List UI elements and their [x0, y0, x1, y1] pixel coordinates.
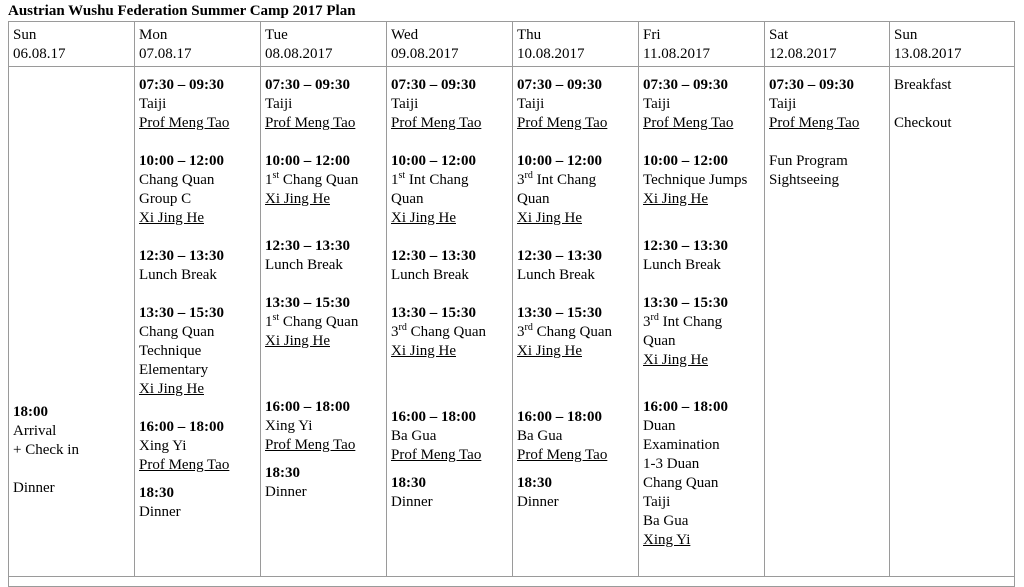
- day-date: 12.08.2017: [769, 46, 837, 62]
- session-time: 12:30 – 13:30: [643, 238, 728, 254]
- session-title: Dinner: [265, 484, 307, 500]
- day-date: 13.08.2017: [894, 46, 962, 62]
- day-column-sun: [9, 67, 135, 577]
- checkout-text: Checkout: [894, 115, 952, 131]
- session-detail: Taiji: [643, 494, 671, 510]
- session-time: 12:30 – 13:30: [391, 248, 476, 264]
- session-time: 16:00 – 18:00: [265, 399, 350, 415]
- session-block: [139, 418, 260, 475]
- breakfast-text: Breakfast: [894, 77, 952, 93]
- session-block: [139, 247, 260, 285]
- session-block: [769, 76, 889, 133]
- session-time: 07:30 – 09:30: [643, 77, 728, 93]
- day-date: 10.08.2017: [517, 46, 585, 62]
- session-title: Taiji: [643, 96, 671, 112]
- day-header-fri: [639, 22, 765, 67]
- day-column-mon: [135, 67, 261, 577]
- session-title: Taiji: [265, 96, 293, 112]
- session-title: Lunch Break: [517, 267, 595, 283]
- day-header-sun: [9, 22, 135, 67]
- session-time: 13:30 – 15:30: [139, 305, 224, 321]
- session-instructor: Prof Meng Tao: [265, 437, 356, 453]
- session-instructor: Xi Jing He: [643, 352, 708, 368]
- session-instructor: Xi Jing He: [517, 343, 582, 359]
- session-detail: Quan: [643, 333, 676, 349]
- session-instructor: Prof Meng Tao: [769, 115, 860, 131]
- session-title: Taiji: [139, 96, 167, 112]
- session-block: [139, 304, 260, 399]
- session-block: [265, 76, 386, 133]
- day-name: Thu: [517, 27, 542, 43]
- session-instructor: Prof Meng Tao: [391, 447, 482, 463]
- session-time: 12:30 – 13:30: [517, 248, 602, 264]
- session-title: Lunch Break: [265, 257, 343, 273]
- session-title: Ba Gua: [517, 428, 563, 444]
- session-detail: Quan: [391, 191, 424, 207]
- day-name: Sat: [769, 27, 789, 43]
- day-column-wed: [387, 67, 513, 577]
- arrival-text: Arrival: [13, 423, 57, 439]
- empty-row: [9, 577, 1015, 587]
- session-block: [517, 304, 638, 361]
- schedule-table: [8, 21, 1015, 587]
- session-block: [517, 152, 638, 228]
- session-title: 3rd Int Chang: [643, 312, 723, 330]
- session-detail: Elementary: [139, 362, 209, 378]
- session-detail: Chang Quan: [643, 475, 719, 491]
- session-block: [265, 294, 386, 351]
- session-block: [391, 76, 512, 133]
- session-block: [265, 237, 386, 275]
- session-time: 18:30: [517, 475, 552, 491]
- session-title: Dinner: [139, 504, 181, 520]
- session-title: 3rd Int Chang: [517, 170, 597, 188]
- day-header-sat: [765, 22, 890, 67]
- session-title: Dinner: [391, 494, 433, 510]
- session-detail: Technique: [139, 343, 202, 359]
- session-instructor: Xi Jing He: [391, 343, 456, 359]
- session-detail: Quan: [517, 191, 550, 207]
- session-title: 1st Chang Quan: [265, 312, 359, 330]
- session-block: [391, 152, 512, 228]
- session-instructor: Xi Jing He: [265, 333, 330, 349]
- session-time: 18:00: [13, 404, 48, 420]
- session-detail: Sightseeing: [769, 172, 839, 188]
- session-time: 18:30: [139, 485, 174, 501]
- session-block: [643, 237, 764, 275]
- document-title: Austrian Wushu Federation Summer Camp 2017 Plan: [8, 3, 356, 19]
- day-header-mon: [135, 22, 261, 67]
- session-instructor: Prof Meng Tao: [139, 457, 230, 473]
- session-time: 16:00 – 18:00: [517, 409, 602, 425]
- session-time: 13:30 – 15:30: [265, 295, 350, 311]
- session-time: 10:00 – 12:00: [265, 153, 350, 169]
- day-name: Sun: [894, 27, 918, 43]
- session-title: Lunch Break: [643, 257, 721, 273]
- session-title: Chang Quan: [139, 324, 215, 340]
- session-detail: Xing Yi: [643, 532, 691, 548]
- session-block: [265, 398, 386, 455]
- day-date: 06.08.17: [13, 46, 66, 62]
- session-time: 12:30 – 13:30: [265, 238, 350, 254]
- session-block: [517, 474, 638, 512]
- session-time: 10:00 – 12:00: [139, 153, 224, 169]
- day-date: 11.08.2017: [643, 46, 710, 62]
- session-time: 10:00 – 12:00: [391, 153, 476, 169]
- session-block: [139, 152, 260, 228]
- day-name: Mon: [139, 27, 168, 43]
- session-detail: 1-3 Duan: [643, 456, 700, 472]
- session-instructor: Prof Meng Tao: [139, 115, 230, 131]
- session-title: 3rd Chang Quan: [391, 322, 486, 340]
- session-instructor: Xi Jing He: [391, 210, 456, 226]
- day-name: Tue: [265, 27, 288, 43]
- session-time: 18:30: [391, 475, 426, 491]
- empty-cell: [9, 577, 1015, 587]
- session-title: Taiji: [391, 96, 419, 112]
- session-title: Ba Gua: [391, 428, 437, 444]
- session-block: [517, 408, 638, 465]
- header-row: [9, 22, 1015, 67]
- session-block: [643, 294, 764, 370]
- session-title: Technique Jumps: [643, 172, 748, 188]
- session-instructor: Prof Meng Tao: [265, 115, 356, 131]
- session-instructor: Xi Jing He: [517, 210, 582, 226]
- session-block: [391, 304, 512, 361]
- session-time: 18:30: [265, 465, 300, 481]
- session-group: Group C: [139, 191, 192, 207]
- schedule-row: [9, 67, 1015, 577]
- day-column-sat: [765, 67, 890, 577]
- session-time: 10:00 – 12:00: [517, 153, 602, 169]
- session-time: 13:30 – 15:30: [517, 305, 602, 321]
- session-title: 1st Int Chang: [391, 170, 469, 188]
- session-block: [643, 76, 764, 133]
- session-detail: Examination: [643, 437, 720, 453]
- session-detail: Ba Gua: [643, 513, 689, 529]
- session-block: [643, 398, 764, 550]
- session-time: 07:30 – 09:30: [517, 77, 602, 93]
- session-block: [139, 76, 260, 133]
- session-block: [517, 247, 638, 285]
- session-block: [391, 474, 512, 512]
- session-instructor: Prof Meng Tao: [643, 115, 734, 131]
- session-time: 16:00 – 18:00: [643, 399, 728, 415]
- session-instructor: Prof Meng Tao: [517, 447, 608, 463]
- session-block: [265, 464, 386, 502]
- day-date: 08.08.2017: [265, 46, 333, 62]
- session-detail: Duan: [643, 418, 676, 434]
- session-block: [265, 152, 386, 209]
- session-title: Taiji: [517, 96, 545, 112]
- day-header-wed: [387, 22, 513, 67]
- session-time: 07:30 – 09:30: [769, 77, 854, 93]
- day-header-thu: [513, 22, 639, 67]
- session-instructor: Xi Jing He: [139, 381, 204, 397]
- session-time: 10:00 – 12:00: [643, 153, 728, 169]
- session-time: 13:30 – 15:30: [643, 295, 728, 311]
- session-time: 07:30 – 09:30: [139, 77, 224, 93]
- session-title: 1st Chang Quan: [265, 170, 359, 188]
- day-column-thu: [513, 67, 639, 577]
- session-instructor: Xi Jing He: [643, 191, 708, 207]
- session-time: 13:30 – 15:30: [391, 305, 476, 321]
- session-title: Xing Yi: [139, 438, 187, 454]
- day-column-tue: [261, 67, 387, 577]
- session-title: Lunch Break: [391, 267, 469, 283]
- day-name: Wed: [391, 27, 419, 43]
- day-name: Fri: [643, 27, 661, 43]
- session-block: [391, 247, 512, 285]
- session-block: [517, 76, 638, 133]
- day-column-sun-2: [890, 67, 1015, 577]
- day-date: 09.08.2017: [391, 46, 459, 62]
- day-column-fri: [639, 67, 765, 577]
- session-title: Lunch Break: [139, 267, 217, 283]
- session-instructor: Prof Meng Tao: [517, 115, 608, 131]
- session-block: [643, 152, 764, 209]
- session-title: 3rd Chang Quan: [517, 322, 612, 340]
- day-header-sun-2: [890, 22, 1015, 67]
- session-time: 07:30 – 09:30: [265, 77, 350, 93]
- session-block: [139, 484, 260, 522]
- session-title: Taiji: [769, 96, 797, 112]
- session-title: Chang Quan: [139, 172, 215, 188]
- session-title: Fun Program: [769, 153, 848, 169]
- day-date: 07.08.17: [139, 46, 192, 62]
- session-instructor: Prof Meng Tao: [391, 115, 482, 131]
- session-time: 16:00 – 18:00: [139, 419, 224, 435]
- day-header-tue: [261, 22, 387, 67]
- dinner-text: Dinner: [13, 480, 55, 496]
- session-block: [769, 152, 889, 190]
- session-block: [391, 408, 512, 465]
- session-time: 12:30 – 13:30: [139, 248, 224, 264]
- day-name: Sun: [13, 27, 37, 43]
- session-title: Dinner: [517, 494, 559, 510]
- session-instructor: Xi Jing He: [139, 210, 204, 226]
- checkin-text: + Check in: [13, 442, 79, 458]
- session-instructor: Xi Jing He: [265, 191, 330, 207]
- session-time: 16:00 – 18:00: [391, 409, 476, 425]
- session-title: Xing Yi: [265, 418, 313, 434]
- session-time: 07:30 – 09:30: [391, 77, 476, 93]
